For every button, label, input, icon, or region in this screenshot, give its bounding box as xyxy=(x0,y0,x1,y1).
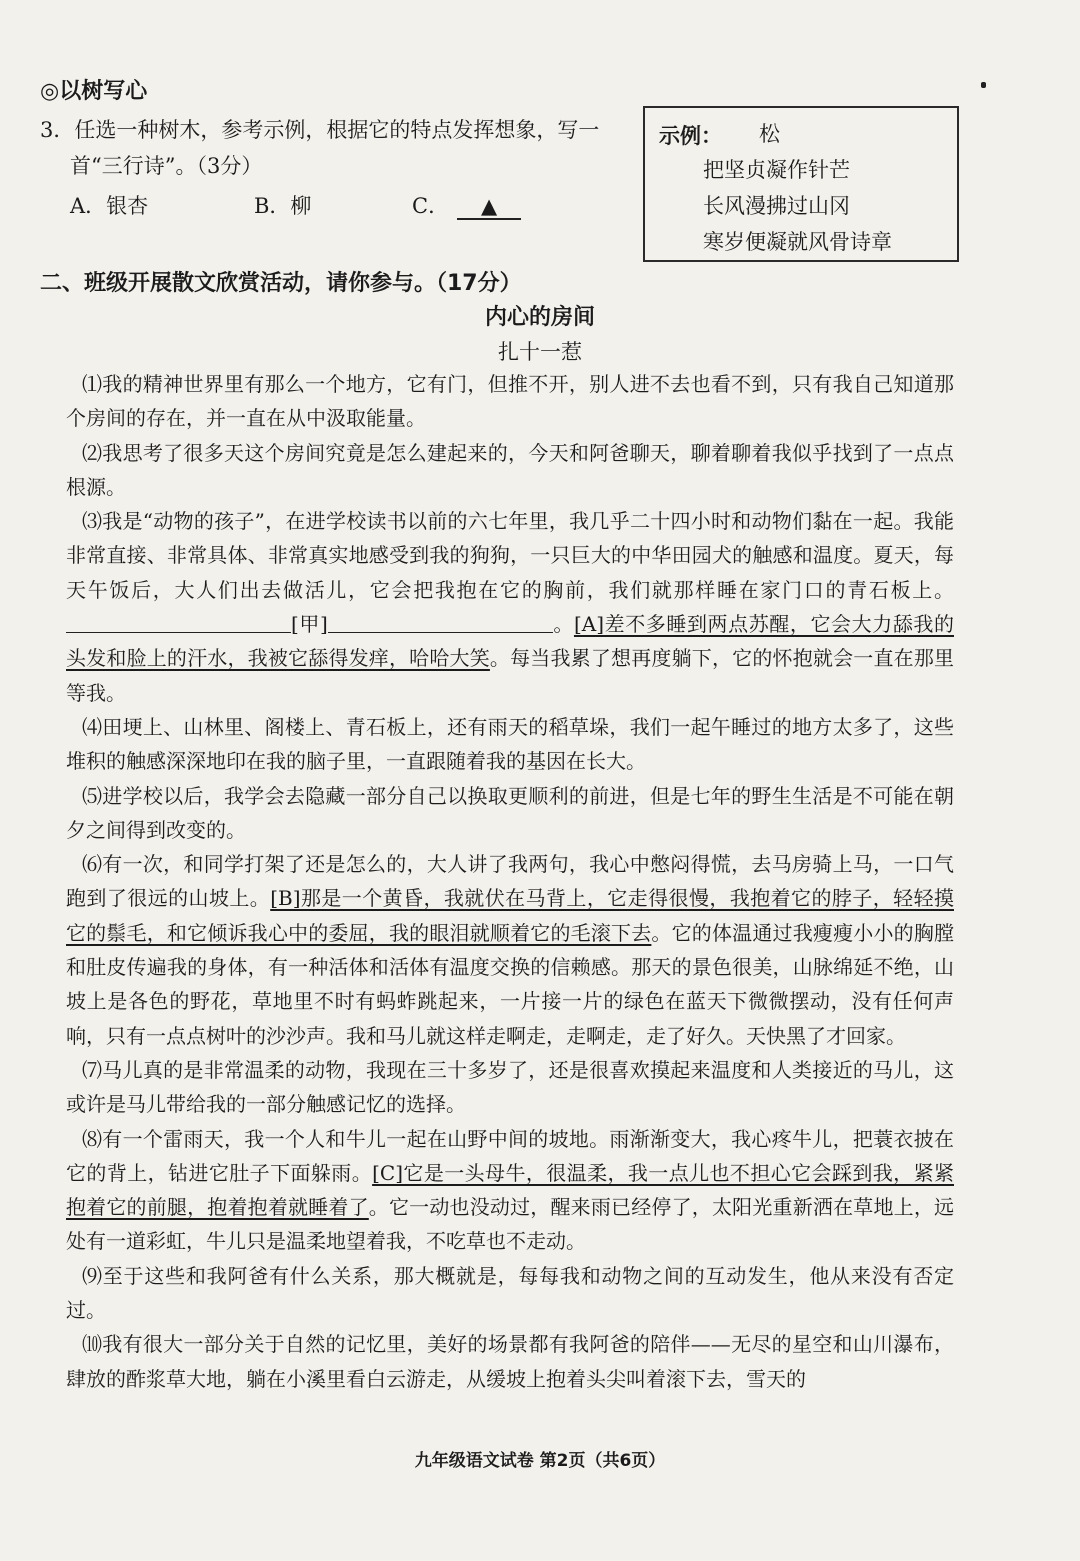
section-tree-heading: ◎以树写心 xyxy=(40,79,148,104)
option-c-label: C． xyxy=(412,194,450,218)
paragraph-6 xyxy=(66,847,954,1053)
option-b: B．柳 xyxy=(254,194,312,218)
paragraph-3-text: ⑶我是“动物的孩子”，在进学校读书以前的六七年里，我几乎二十四小时和动物们黏在一起。我能非常直接、非常具体、非常真实地感受到我的狗狗，一只巨大的中华田园犬的触感和温度。夏天，每天午饭后，大人们出去做活儿，它会把我抱在它的胸前，我们就那样睡在家门口的青石板上。 xyxy=(66,509,954,602)
paragraph-2: ⑵我思考了很多天这个房间究竟是怎么建起来的，今天和阿爸聊天，聊着聊着我似乎找到了一点点根源。 xyxy=(66,440,954,499)
paragraph-8-tail: 。它一动也没动过，醒来雨已经停了，太阳光重新洒在草地上，远处有一道彩虹，牛儿只是温柔地望着我，不吃草也不走动。 xyxy=(66,1195,955,1254)
paragraph-10: ⑽我有很大一部分关于自然的记忆里，美好的场景都有我阿爸的陪伴——无尽的星空和山川瀑布，肆放的酢浆草大地，躺在小溪里看白云游走，从缓坡上抱着头尖叫着滚下去，雪天的 xyxy=(66,1332,954,1391)
question3-line2: 首“三行诗”。（3分） xyxy=(70,154,263,178)
blank-left xyxy=(66,612,291,633)
article-title: 内心的房间 xyxy=(484,305,595,330)
paragraph-7: ⑺马儿真的是非常温柔的动物，我现在三十多岁了，还是很喜欢摸起来温度和人类接近的马儿，这或许是马儿带给我的一部分触感记忆的选择。 xyxy=(66,1057,954,1117)
question3-options xyxy=(70,190,540,224)
example-label: 示例： xyxy=(659,124,722,148)
paragraph-3-tail: 。每当我累了想再度躺下，它的怀抱就会一直在那里等我。 xyxy=(66,646,955,705)
paragraph-3-period: 。 xyxy=(552,612,574,637)
section2-heading: 二、班级开展散文欣赏活动，请你参与。（17分） xyxy=(40,271,522,296)
article-author: 扎十一惹 xyxy=(498,340,582,364)
paragraph-1: ⑴我的精神世界里有那么一个地方，它有门，但推不开，别人进不去也看不到，只有我自己知道那个房间的存在，并一直在从中汲取能量。 xyxy=(66,372,954,431)
underlined-sentence-c: [C]它是一头母牛，很温柔，我一点儿也不担心它会踩到我，紧紧抱着它的前腿，抱着抱着就睡着了 xyxy=(66,1160,954,1220)
page-footer: 九年级语文试卷 第2页（共6页） xyxy=(414,1451,666,1471)
question3-line1: 3．任选一种树木，参考示例，根据它的特点发挥想象，写一 xyxy=(40,118,600,142)
underlined-sentence-a: [A]差不多睡到两点苏醒，它会大力舔我的头发和脸上的汗水，我被它舔得发痒，哈哈大笑 xyxy=(66,612,954,671)
blank-right xyxy=(328,612,553,633)
paragraph-8-text: ⑻有一个雷雨天，我一个人和牛儿一起在山野中间的坡地。雨渐渐变大，我心疼牛儿，把蓑衣披在它的背上，钻进它肚子下面躲雨。 xyxy=(66,1126,954,1185)
example-line-2: 长风漫拂过山冈 xyxy=(703,194,850,218)
example-line-1: 把坚贞凝作针芒 xyxy=(703,158,850,182)
answer-blank: ▲ xyxy=(457,194,521,220)
example-line-3: 寒岁便凝就风骨诗章 xyxy=(703,230,892,254)
blank-jia-label: [甲] xyxy=(291,612,328,637)
paragraph-6-text: ⑹有一次，和同学打架了还是怎么的，大人讲了我两句，我心中憋闷得慌，去马房骑上马，一口气跑到了很远的山坡上。 xyxy=(66,852,954,911)
article-body xyxy=(66,367,954,1396)
example-box xyxy=(643,106,959,262)
option-c xyxy=(412,190,521,220)
paragraph-8 xyxy=(66,1122,954,1259)
paragraph-6-tail: 。它的体温通过我瘦瘦小小的胸膛和肚皮传遍我的身体，有一种活体和活体有温度交换的信赖感。那天的景色很美，山脉绵延不绝，山坡上是各色的野花，草地里不时有蚂蚱跳起来，一片接一片的绿色在蓝天下微微摆动，没有任何声响，只有一点点树叶的沙沙声。我和马儿就这样走啊走，走啊走，走了好久。天快黑了才回家。 xyxy=(66,920,955,1048)
paragraph-4: ⑷田埂上、山林里、阁楼上、青石板上，还有雨天的稻草垛，我们一起午睡过的地方太多了，这些堆积的触感深深地印在我的脑子里，一直跟随着我的基因在长大。 xyxy=(66,714,954,774)
underlined-sentence-b: [B]那是一个黄昏，我就伏在马背上，它走得很慢，我抱着它的脖子，轻轻摸它的鬃毛，和它倾诉我心中的委屈，我的眼泪就顺着它的毛滚下去 xyxy=(66,886,954,945)
paragraph-5: ⑸进学校以后，我学会去隐藏一部分自己以换取更顺利的前进，但是七年的野生生活是不可能在朝夕之间得到改变的。 xyxy=(66,783,954,842)
option-a: A．银杏 xyxy=(70,194,149,218)
scan-mark xyxy=(981,82,986,88)
paragraph-3 xyxy=(66,504,954,710)
paragraph-9: ⑼至于这些和我阿爸有什么关系，那大概就是，每每我和动物之间的互动发生，他从来没有否定过。 xyxy=(66,1263,954,1323)
example-tree: 松 xyxy=(759,122,780,146)
